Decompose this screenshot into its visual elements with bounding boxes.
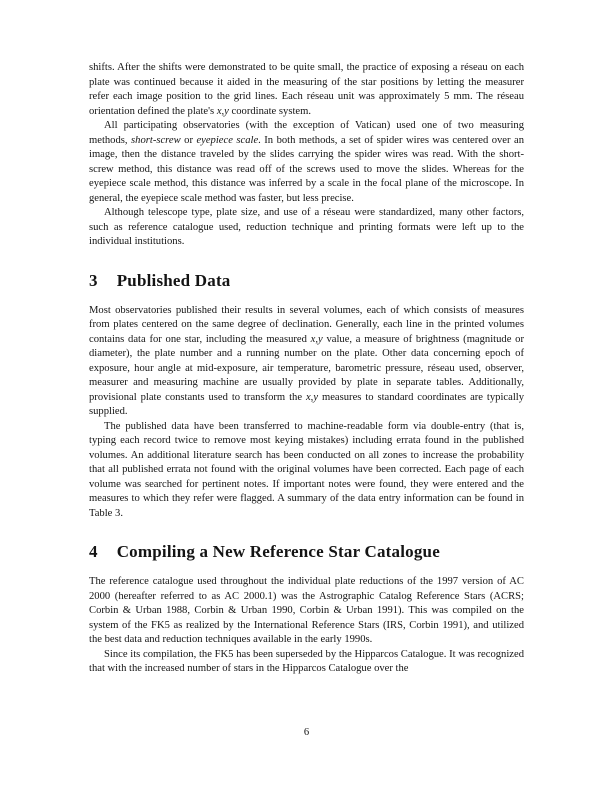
text-segment: coordinate system. [228,105,311,117]
paragraph [89,575,524,648]
text-segment: value, a measure of brightness (magnitude or diameter), the plate number and a running number on the plate. Other data concerning epoch of exposure, hour angle at mid-exposure, air temperature, barometric pressure, réseau used, observer, measurer and measuring machine are usually provided by plate in separate tables. Additionally, provisional plate constants used to transform the [89,333,524,403]
section-title: Published Data [116,270,231,290]
text-segment: x,y [310,333,323,345]
paragraph [89,304,524,420]
text-segment: measures to standard coordinates are typically supplied. [89,391,524,417]
text-segment: shifts. After the shifts were demonstrated to be quite small, the practice of exposing a réseau on each plate was continued because it aided in the measuring of the star positions by letting the measurer refer each image position to the grid lines. Each réseau unit was approximately 5 mm. The réseau orientation defined the plate's [89,62,524,117]
text-segment: short-screw [131,134,181,146]
section-number: 3 [89,270,98,290]
section-heading [89,271,524,291]
section-heading [89,542,524,562]
section-title: Compiling a New Reference Star Catalogue [116,542,440,561]
text-segment: . In both methods, a set of spider wires was centered over an image, then the distance traveled by the slides carrying the spider wires was read. With the short-screw method, this distance was read off of the screws used to move the slides. Whereas for the eyepiece scale method, this distance was inferred by a scale in the focal plane of the microscope. In general, the eyepiece scale method was faster, but less precise. [89,134,525,204]
text-segment: or [180,134,197,146]
page-number: 6 [303,727,310,738]
text-segment: Most observatories published their results in several volumes, each of which consists of measures from plates centered on the same degree of declination. Generally, each line in the printed volumes contains data for one star, including the measured [89,304,524,345]
text-segment: x,y [305,391,319,403]
paragraph [89,206,524,250]
text-segment: Although telescope type, plate size, and use of a réseau were standardized, many other factors, such as reference catalogue used, reduction technique and printing formats were left up to the individual institutions. [89,207,524,247]
page-body [89,61,524,677]
paragraph [89,61,524,119]
paragraph [89,119,524,206]
paragraph [89,648,524,677]
text-segment: eyepiece scale [196,134,259,146]
paragraph [89,420,524,522]
text-segment: x,y [216,105,229,117]
text-segment: All participating observatories (with the exception of Vatican) used one of two measuring methods, [89,120,524,146]
text-segment: The published data have been transferred to machine-readable form via double-entry (that is, typing each record twice to remove most keying mistakes) including errata found in the published volumes. An additional literature search has been conducted on all zones to increase the probability that all published errata not found with the original volumes have been corrected. Each page of each volume was searched for pertinent notes. If important notes were found, they were entered and the measures to which they refer were flagged. A summary of the data entry information can be found in Table 3. [89,420,524,519]
text-segment: Since its compilation, the FK5 has been superseded by the Hipparcos Catalogue. It was recognized that with the increased number of stars in the Hipparcos Catalogue over the [89,648,524,674]
section-number: 4 [89,542,98,561]
text-segment: The reference catalogue used throughout the individual plate reductions of the 1997 version of AC 2000 (hereafter referred to as AC 2000.1) was the Astrographic Catalog Reference Stars (ACRS; Corbin & Urban 1988, Corbin & Urban 1990, Corbin & Urban 1991). This was compiled on the system of the FK5 as realized by the International Reference Stars (IRS, Corbin 1991), and utilized the best data and reduction techniques available in the early 1990s. [89,576,524,645]
